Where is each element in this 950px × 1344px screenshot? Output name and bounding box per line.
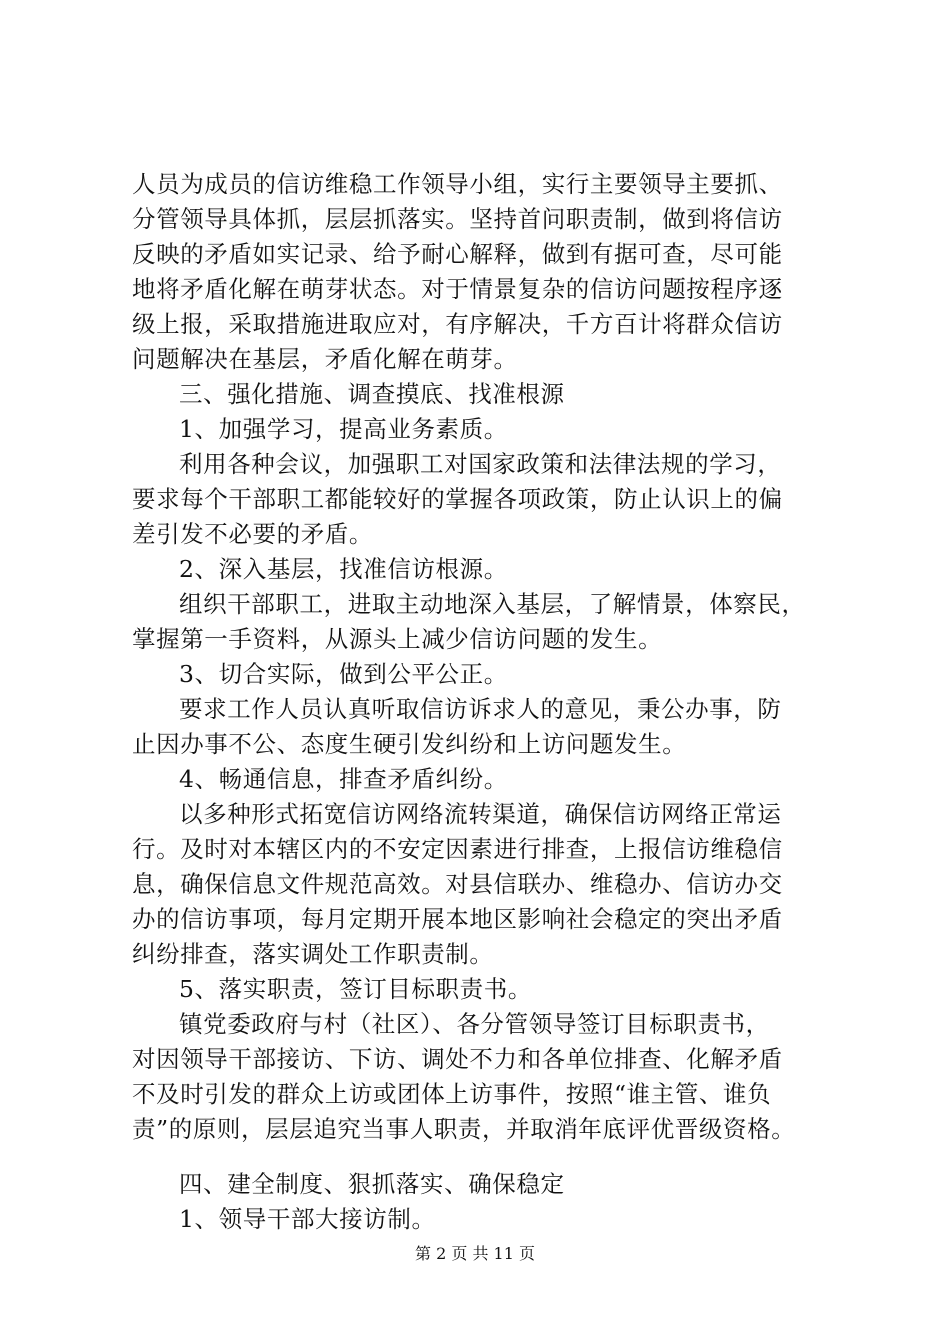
paragraph-line: 以多种形式拓宽信访网络流转渠道，确保信访网络正常运 bbox=[179, 800, 782, 828]
paragraph-line: 纠纷排查，落实调处工作职责制。 bbox=[132, 940, 494, 968]
paragraph-line: 问题解决在基层，矛盾化解在萌芽。 bbox=[132, 345, 518, 373]
subsection-heading: 2、深入基层，找准信访根源。 bbox=[179, 555, 508, 583]
paragraph-line: 止因办事不公、态度生硬引发纠纷和上访问题发生。 bbox=[132, 730, 687, 758]
paragraph-line: 要求每个干部职工都能较好的掌握各项政策，防止认识上的偏 bbox=[132, 485, 783, 513]
section-heading: 三、强化措施、调查摸底、找准根源 bbox=[179, 380, 565, 408]
paragraph-line: 反映的矛盾如实记录、给予耐心解释，做到有据可查，尽可能 bbox=[132, 240, 783, 268]
section-heading: 四、建全制度、狠抓落实、确保稳定 bbox=[179, 1170, 565, 1198]
paragraph-line: 对因领导干部接访、下访、调处不力和各单位排查、化解矛盾 bbox=[132, 1045, 783, 1073]
subsection-heading: 4、畅通信息，排查矛盾纠纷。 bbox=[179, 765, 508, 793]
page-number-footer: 第 2 页 共 11 页 bbox=[415, 1244, 535, 1263]
paragraph-line: 组织干部职工，进取主动地深入基层，了解情景，体察民， bbox=[179, 590, 806, 618]
subsection-heading: 1、领导干部大接访制。 bbox=[179, 1205, 436, 1233]
paragraph-line: 人员为成员的信访维稳工作领导小组，实行主要领导主要抓、 bbox=[132, 170, 783, 198]
paragraph-line: 利用各种会议，加强职工对国家政策和法律法规的学习， bbox=[179, 450, 782, 478]
paragraph-line: 掌握第一手资料，从源头上减少信访问题的发生。 bbox=[132, 625, 663, 653]
subsection-heading: 5、落实职责，签订目标职责书。 bbox=[179, 975, 532, 1003]
subsection-heading: 1、加强学习，提高业务素质。 bbox=[179, 415, 508, 443]
paragraph-line: 镇党委政府与村（社区）、各分管领导签订目标职责书， bbox=[179, 1010, 770, 1038]
paragraph-line: 差引发不必要的矛盾。 bbox=[132, 520, 373, 548]
paragraph-line: 要求工作人员认真听取信访诉求人的意见，秉公办事，防 bbox=[179, 695, 782, 723]
paragraph-line: 分管领导具体抓，层层抓落实。坚持首问职责制，做到将信访 bbox=[132, 205, 783, 233]
paragraph-line: 行。及时对本辖区内的不安定因素进行排查，上报信访维稳信 bbox=[132, 835, 783, 863]
paragraph-line: 办的信访事项，每月定期开展本地区影响社会稳定的突出矛盾 bbox=[132, 905, 783, 933]
subsection-heading: 3、切合实际，做到公平公正。 bbox=[179, 660, 508, 688]
paragraph-line: 息，确保信息文件规范高效。对县信联办、维稳办、信访办交 bbox=[132, 870, 783, 898]
paragraph-line: 不及时引发的群众上访或团体上访事件，按照“谁主管、谁负 bbox=[132, 1080, 772, 1108]
paragraph-line: 责”的原则，层层追究当事人职责，并取消年底评优晋级资格。 bbox=[132, 1115, 796, 1143]
paragraph-line: 级上报，采取措施进取应对，有序解决，千方百计将群众信访 bbox=[132, 310, 783, 338]
paragraph-line: 地将矛盾化解在萌芽状态。对于情景复杂的信访问题按程序逐 bbox=[132, 275, 783, 303]
